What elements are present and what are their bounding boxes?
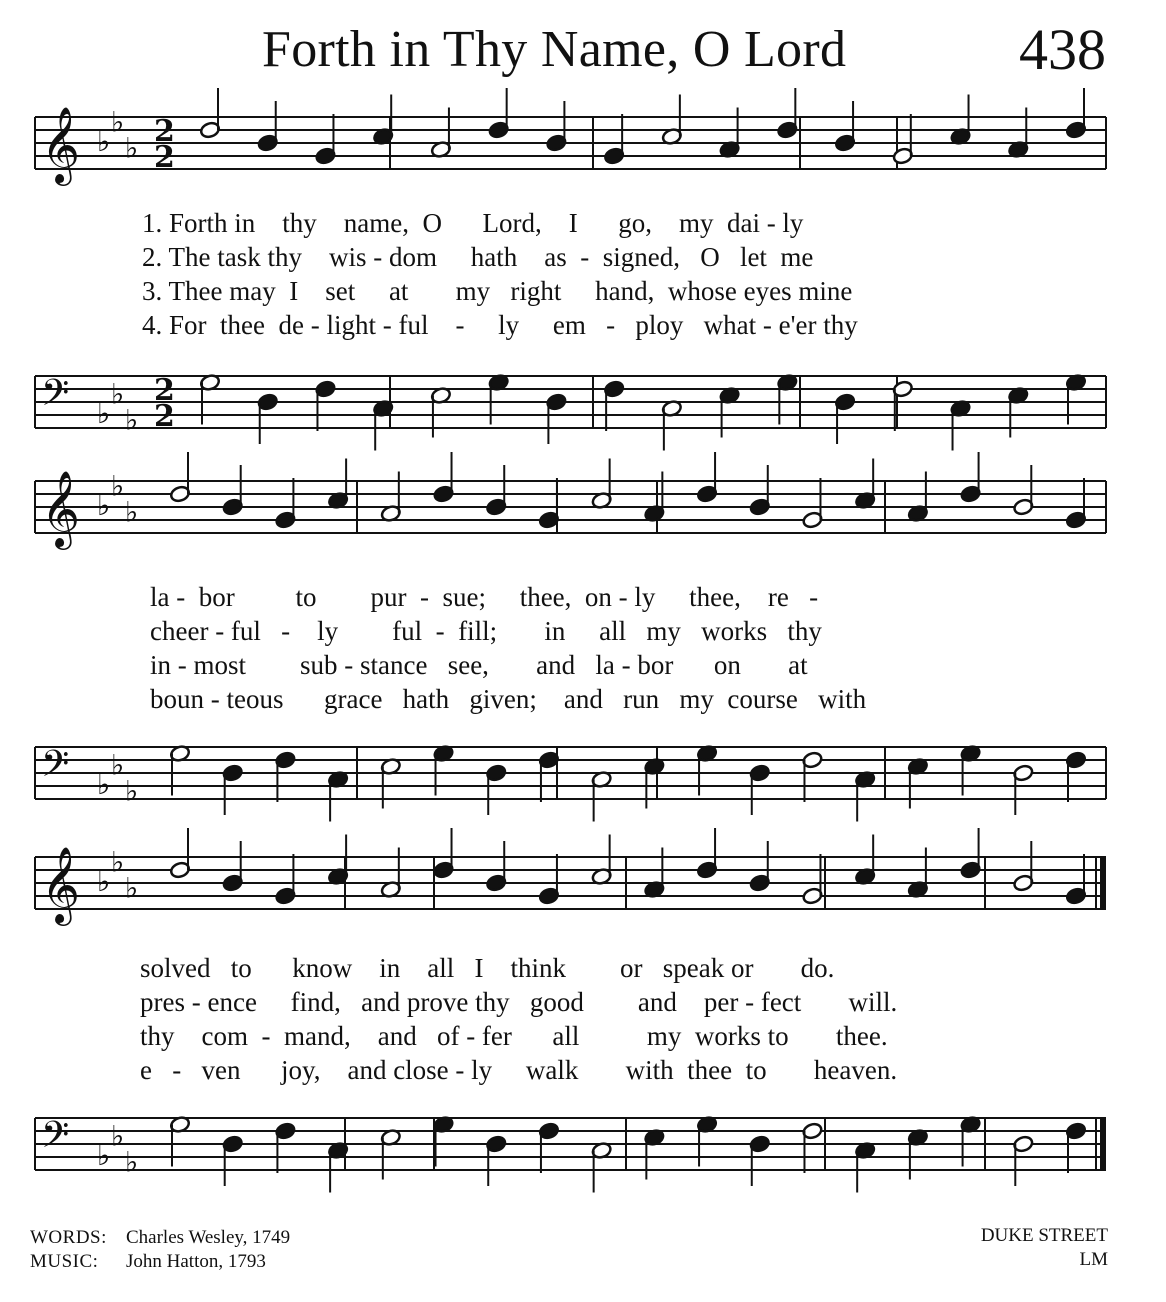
system1-verse2: 2. The task thy wis - dom hath as - signed, O let me [142,242,814,272]
flat-sign: ♭ [125,871,139,905]
final-barline-thick [1100,1118,1106,1170]
meter: LM [1079,1248,1108,1270]
tune-name: DUKE STREET [980,1225,1108,1246]
system2-verse2: cheer - ful - ly ful - fill; in all my works thy [150,616,822,646]
words-label: WORDS: [30,1227,107,1248]
flat-sign: ♭ [111,105,125,139]
flat-sign: ♭ [111,1119,125,1153]
flat-sign: ♭ [125,495,139,529]
flat-sign: ♭ [111,748,125,782]
time-signature-top: 2 [154,114,175,149]
credits [30,1226,290,1274]
hymn-title: Forth in Thy Name, O Lord [262,21,847,78]
treble-clef: 𝄞 [41,106,81,183]
flat-sign: ♭ [125,131,139,165]
system1-verse1: 1. Forth in thy name, O Lord, I go, my dai - ly [142,208,804,238]
treble-clef: 𝄞 [41,846,81,923]
flat-sign: ♭ [111,377,125,411]
hymn-number: 438 [1019,17,1106,82]
system2-verse3: in - most sub - stance see, and la - bor on at [150,650,808,680]
music-credit: John Hatton, 1793 [126,1250,266,1272]
flat-sign: ♭ [97,1139,111,1172]
system2-verse4: boun - teous grace hath given; and run my course with [150,684,867,714]
system3-verse4: e - ven joy, and close - ly walk with thee to heaven. [140,1055,898,1085]
flat-sign: ♭ [97,768,111,801]
time-signature-bottom: 2 [154,399,175,434]
flat-sign: ♭ [111,469,125,503]
bass-clef: 𝄢 [41,1114,70,1165]
system3-verse1: solved to know in all I think or speak or do. [140,953,835,983]
time-signature-bottom: 2 [154,140,175,175]
system1-verse3: 3. Thee may I set at my right hand, whose eyes mine [142,276,853,306]
system3-verse3: thy com - mand, and of - fer all my works to thee. [140,1021,888,1051]
final-barline-thick [1100,857,1106,909]
tune-info [981,1224,1108,1272]
flat-sign: ♭ [97,397,111,430]
bass-clef: 𝄢 [41,743,70,794]
music-label: MUSIC: [30,1250,99,1272]
flat-sign: ♭ [125,1145,139,1179]
flat-sign: ♭ [97,489,111,522]
bass-clef: 𝄢 [41,372,70,423]
treble-clef: 𝄞 [41,470,81,547]
flat-sign: ♭ [125,403,139,437]
system1-verse4: 4. For thee de - light - ful - ly em - ploy what - e'er thy [142,310,858,340]
system3-verse2: pres - ence find, and prove thy good and per - fect will. [140,987,898,1017]
flat-sign: ♭ [97,125,111,158]
flat-sign: ♭ [125,774,139,808]
system2-verse1: la - bor to pur - sue; thee, on - ly thee, re - [150,582,819,612]
time-signature-top: 2 [154,373,175,408]
flat-sign: ♭ [97,865,111,898]
words-credit: Charles Wesley, 1749 [126,1227,291,1248]
flat-sign: ♭ [111,845,125,879]
